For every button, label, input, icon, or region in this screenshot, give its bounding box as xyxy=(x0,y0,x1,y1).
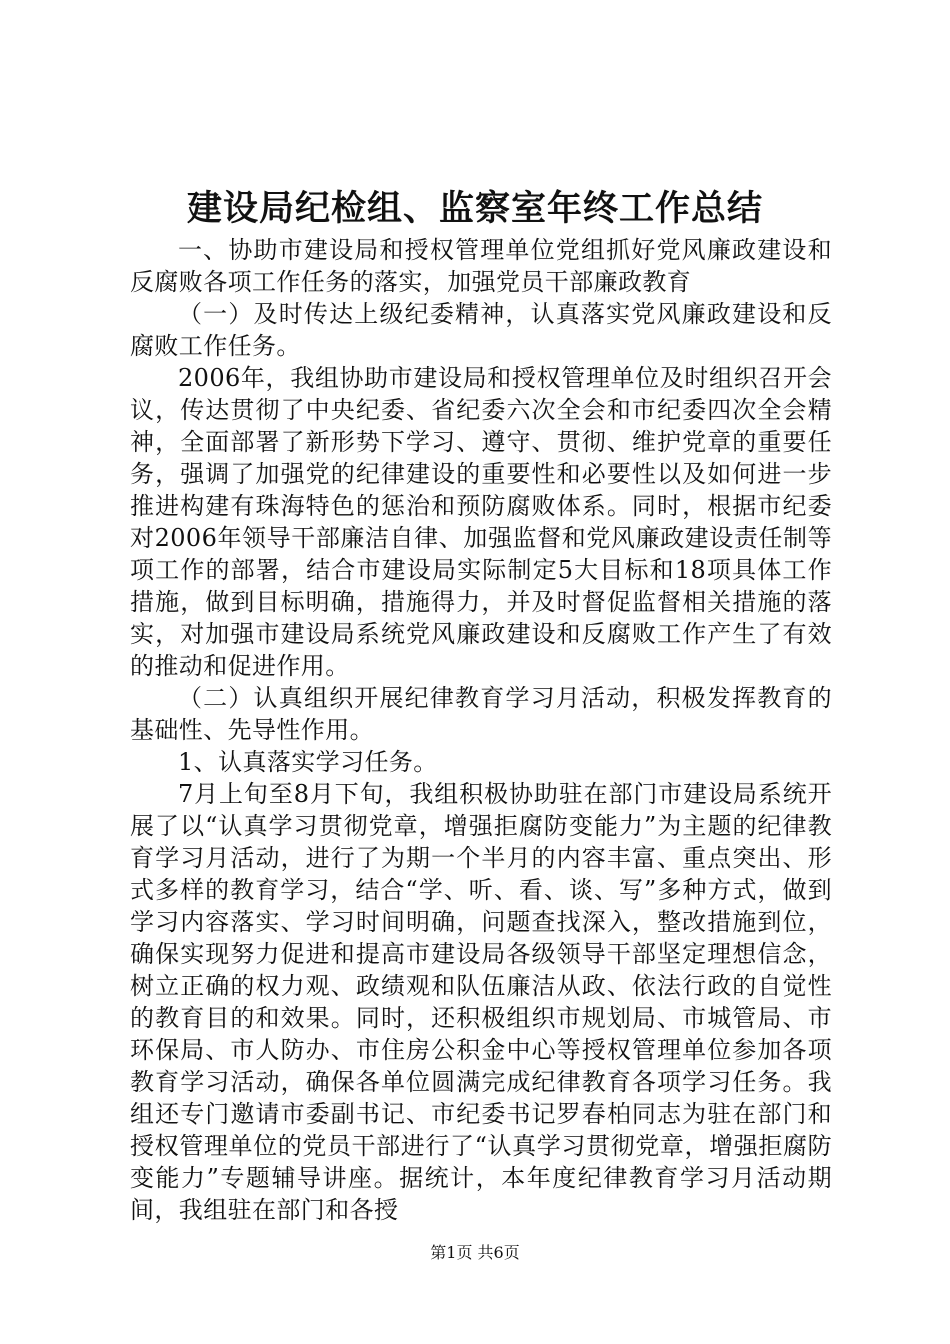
paragraph: （二）认真组织开展纪律教育学习月活动，积极发挥教育的基础性、先导性作用。 xyxy=(130,684,832,744)
document-body xyxy=(130,234,832,1226)
paragraph: 7月上旬至8月下旬，我组积极协助驻在部门市建设局系统开展了以“认真学习贯彻党章，增强拒腐防变能力”为主题的纪律教育学习月活动，进行了为期一个半月的内容丰富、重点突出、形式多样的教育学习，结合“学、听、看、谈、写”多种方式，做到学习内容落实、学习时间明确，问题查找深入，整改措施到位，确保实现努力促进和提高市建设局各级领导干部坚定理想信念，树立正确的权力观、政绩观和队伍廉洁从政、依法行政的自觉性的教育目的和效果。同时，还积极组织市规划局、市城管局、市环保局、市人防办、市住房公积金中心等授权管理单位参加各项教育学习活动，确保各单位圆满完成纪律教育各项学习任务。我组还专门邀请市委副书记、市纪委书记罗春柏同志为驻在部门和授权管理单位的党员干部进行了“认真学习贯彻党章，增强拒腐防变能力”专题辅导讲座。据统计，本年度纪律教育学习月活动期间，我组驻在部门和各授 xyxy=(130,780,832,1224)
page-footer: 第1页 共6页 xyxy=(430,1243,520,1262)
paragraph: （一）及时传达上级纪委精神，认真落实党风廉政建设和反腐败工作任务。 xyxy=(130,300,832,360)
paragraph: 2006年，我组协助市建设局和授权管理单位及时组织召开会议，传达贯彻了中央纪委、省纪委六次全会和市纪委四次全会精神，全面部署了新形势下学习、遵守、贯彻、维护党章的重要任务，强调了加强党的纪律建设的重要性和必要性以及如何进一步推进构建有珠海特色的惩治和预防腐败体系。同时，根据市纪委对2006年领导干部廉洁自律、加强监督和党风廉政建设责任制等项工作的部署，结合市建设局实际制定5大目标和18项具体工作措施，做到目标明确，措施得力，并及时督促监督相关措施的落实，对加强市建设局系统党风廉政建设和反腐败工作产生了有效的推动和促进作用。 xyxy=(130,364,832,680)
paragraph: 1、认真落实学习任务。 xyxy=(178,748,438,776)
document-title: 建设局纪检组、监察室年终工作总结 xyxy=(186,188,763,229)
paragraph: 一、协助市建设局和授权管理单位党组抓好党风廉政建设和反腐败各项工作任务的落实，加强党员干部廉政教育 xyxy=(130,236,832,296)
